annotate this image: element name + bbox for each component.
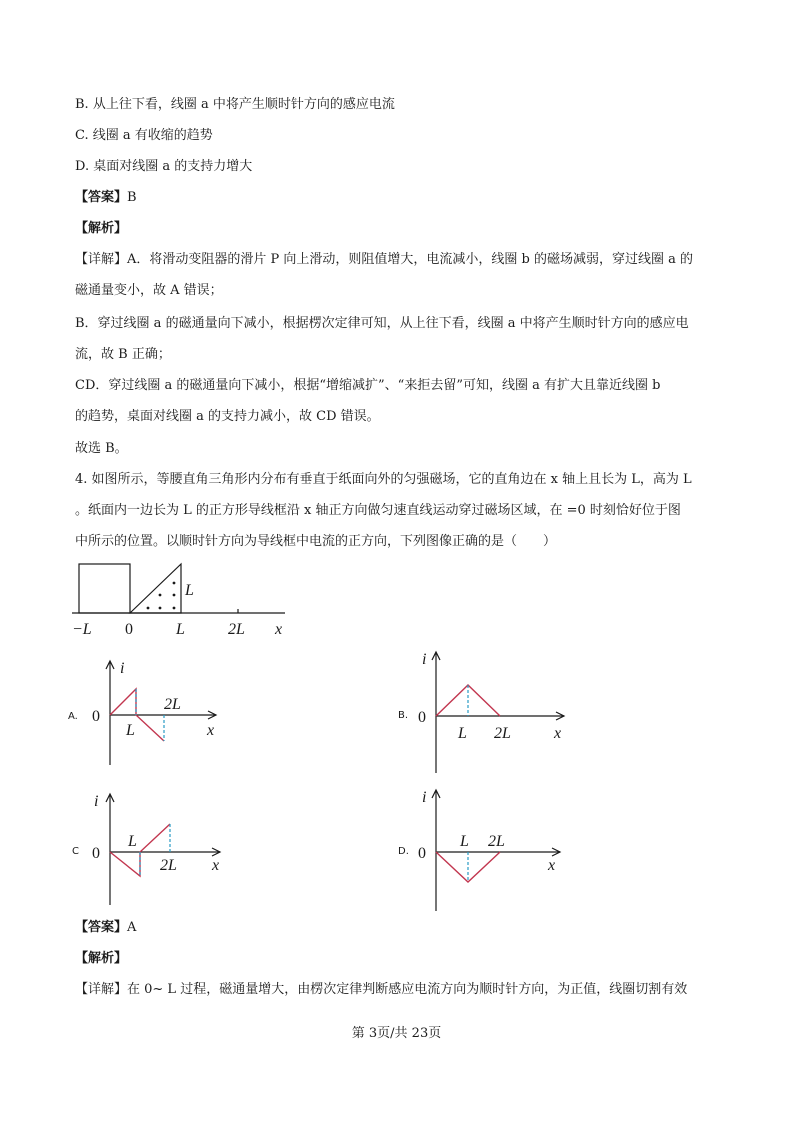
axis-label-i: i <box>120 660 125 677</box>
axis-label-i: i <box>94 793 99 810</box>
origin-label: 0 <box>418 845 426 862</box>
option-d: D. 桌面对线圈 a 的支持力增大 <box>75 159 253 174</box>
answer-label: 【答案】 <box>75 190 128 205</box>
tick-label-2l: 2L <box>488 833 505 850</box>
option-c: C. 线圈 a 有收缩的趋势 <box>75 128 213 143</box>
q3-detail-line: 的趋势，桌面对线圈 a 的支持力减小，故 CD 错误。 <box>75 409 380 424</box>
tick-label-l: L <box>460 833 469 850</box>
axis-label-x: x <box>212 857 220 874</box>
q3-detail-line: 【详解】A．将滑动变阻器的滑片 P 向上滑动，则阻值增大，电流减小，线圈 b 的磁场减弱，穿过线圈 a 的 <box>75 252 694 267</box>
tick-label: L <box>176 621 185 638</box>
tick-label-l: L <box>458 725 467 742</box>
axis-label-x: x <box>548 857 556 874</box>
q4-answer <box>75 920 136 936</box>
tick-label-2l: 2L <box>164 696 181 713</box>
graph-b <box>398 648 598 778</box>
tick-label-2l: 2L <box>494 725 511 742</box>
tick-label-l: L <box>126 722 135 739</box>
q4-text-line: 4. 如图所示，等腰直角三角形内分布有垂直于纸面向外的匀强磁场，它的直角边在 x 轴上且长为 L，高为 L <box>75 472 692 487</box>
tick-label-2l: 2L <box>160 857 177 874</box>
option-label: D. <box>398 846 409 857</box>
square-wire-frame <box>79 564 130 613</box>
triangle-field-region <box>130 564 181 613</box>
q3-analysis-label: 【解析】 <box>75 221 128 236</box>
answer-value: A <box>127 920 137 935</box>
q3-detail-line: 故选 B。 <box>75 441 128 456</box>
origin-label: 0 <box>92 708 100 725</box>
axis-label-x: x <box>207 722 215 739</box>
option-b: B. 从上往下看，线圈 a 中将产生顺时针方向的感应电流 <box>75 97 395 112</box>
side-label: L <box>185 582 194 599</box>
option-label: A. <box>68 711 78 722</box>
answer-label: 【答案】 <box>75 920 128 935</box>
graph-d <box>398 786 598 916</box>
q4-analysis-label: 【解析】 <box>75 951 128 966</box>
page-footer: 第 3页/共 23页 <box>351 1026 442 1041</box>
tick-label: −L <box>72 621 92 638</box>
q3-answer <box>75 190 137 206</box>
q3-detail-line: 流，故 B 正确； <box>75 347 171 362</box>
tick-label-l: L <box>128 833 137 850</box>
origin-label: 0 <box>418 709 426 726</box>
graph-c <box>68 790 288 910</box>
answer-value: B <box>127 190 137 205</box>
field-dots <box>147 582 176 610</box>
option-label: C <box>72 846 79 857</box>
graph-a <box>68 657 288 767</box>
q4-text-line: 。纸面内一边长为 L 的正方形导线框沿 x 轴正方向做匀速直线运动穿过磁场区域，在 =0 时刻恰好位于图 <box>75 503 681 518</box>
q3-detail-line: B．穿过线圈 a 的磁通量向下减小，根据楞次定律可知，从上往下看，线圈 a 中将产生顺时针方向的感应电 <box>75 316 689 331</box>
axis-label-i: i <box>422 789 427 806</box>
problem-figure <box>72 562 312 642</box>
q3-detail-line: CD．穿过线圈 a 的磁通量向下减小，根据“增缩减扩”、“来拒去留”可知，线圈 a 有扩大且靠近线圈 b <box>75 378 661 393</box>
axis-label-i: i <box>422 651 427 668</box>
option-label: B. <box>398 710 409 721</box>
axis-label: x <box>275 621 283 638</box>
q4-detail-line: 【详解】在 0~ L 过程，磁通量增大，由楞次定律判断感应电流方向为顺时针方向，为正值，线圈切割有效 <box>75 982 688 997</box>
q4-text-line: 中所示的位置。以顺时针方向为导线框中电流的正方向，下列图像正确的是（ ） <box>75 534 557 549</box>
tick-label: 2L <box>228 621 245 638</box>
axis-label-x: x <box>554 725 562 742</box>
origin-label: 0 <box>92 845 100 862</box>
tick-label: 0 <box>125 621 133 638</box>
q3-detail-line: 磁通量变小，故 A 错误； <box>75 283 223 298</box>
